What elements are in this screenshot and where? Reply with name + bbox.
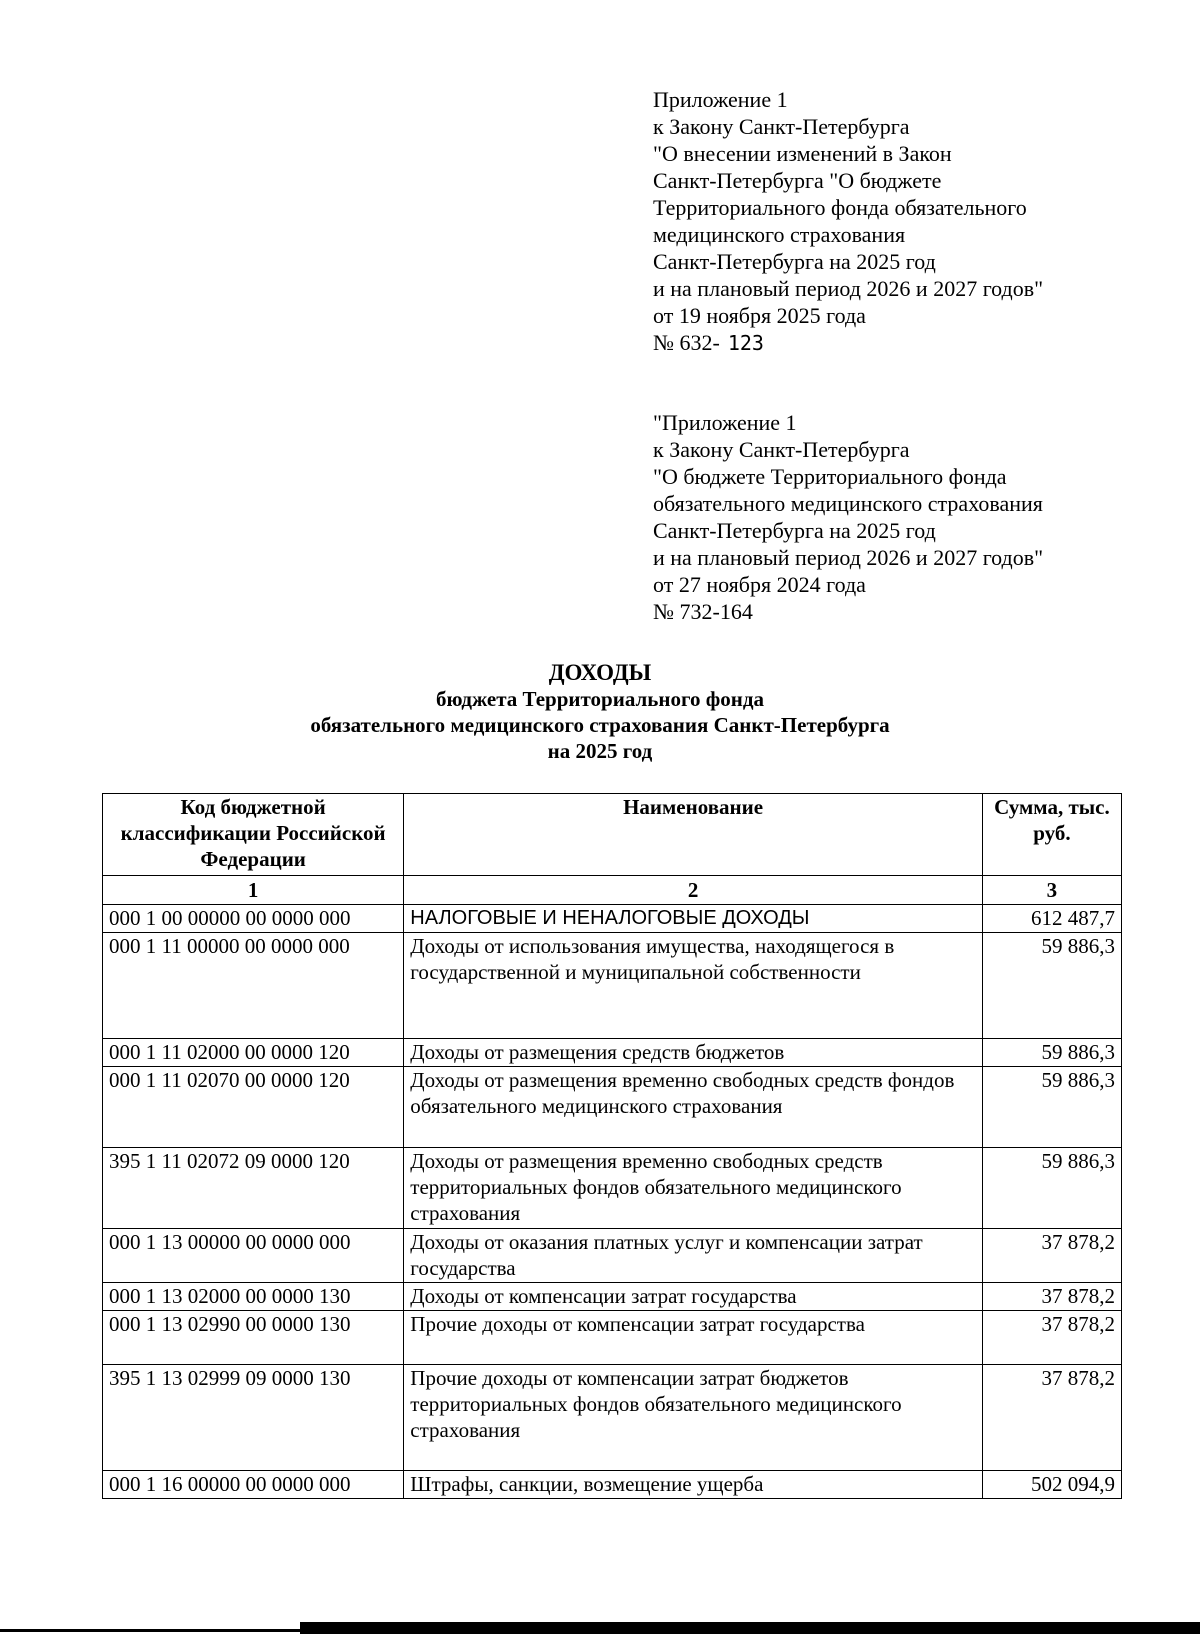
budget-code: 395 1 13 02999 09 0000 130 xyxy=(103,1365,404,1471)
table-row xyxy=(103,1148,1122,1229)
budget-code: 000 1 13 02990 00 0000 130 xyxy=(103,1311,404,1365)
income-name: Доходы от размещения временно свободных средств территориальных фондов обязательного медицинского страхования xyxy=(404,1148,983,1229)
column-number: 2 xyxy=(404,876,983,905)
budget-code: 000 1 11 02070 00 0000 120 xyxy=(103,1067,404,1148)
header-line: Приложение 1 xyxy=(653,87,788,112)
header-line: и на плановый период 2026 и 2027 годов" xyxy=(653,276,1044,301)
table-row xyxy=(103,1471,1122,1499)
title-line: обязательного медицинского страхования Санкт-Петербурга xyxy=(310,713,890,737)
header-line: Санкт-Петербурга на 2025 год xyxy=(653,249,936,274)
budget-code: 000 1 13 02000 00 0000 130 xyxy=(103,1283,404,1311)
column-number: 3 xyxy=(982,876,1121,905)
header-sum: Сумма, тыс. руб. xyxy=(982,794,1121,876)
header-line: "О внесении изменений в Закон xyxy=(653,141,952,166)
table-row xyxy=(103,933,1122,1039)
income-sum: 502 094,9 xyxy=(982,1471,1121,1499)
income-sum: 59 886,3 xyxy=(982,1067,1121,1148)
income-sum: 59 886,3 xyxy=(982,933,1121,1039)
budget-code: 000 1 16 00000 00 0000 000 xyxy=(103,1471,404,1499)
budget-code: 000 1 11 00000 00 0000 000 xyxy=(103,933,404,1039)
document-title xyxy=(0,660,1200,764)
table-row xyxy=(103,1283,1122,1311)
income-name: Доходы от компенсации затрат государства xyxy=(404,1283,983,1311)
income-sum: 37 878,2 xyxy=(982,1229,1121,1283)
income-sum: 612 487,7 xyxy=(982,905,1121,933)
header-line: Территориального фонда обязательного xyxy=(653,195,1027,220)
header-line: и на плановый период 2026 и 2027 годов" xyxy=(653,545,1044,570)
income-name: Доходы от размещения средств бюджетов xyxy=(404,1039,983,1067)
law-number xyxy=(653,329,1043,357)
income-sum: 37 878,2 xyxy=(982,1283,1121,1311)
income-sum: 59 886,3 xyxy=(982,1148,1121,1229)
budget-code: 000 1 00 00000 00 0000 000 xyxy=(103,905,404,933)
income-name: Доходы от размещения временно свободных средств фондов обязательного медицинского страхования xyxy=(404,1067,983,1148)
header-line: к Закону Санкт-Петербурга xyxy=(653,437,910,462)
income-name: Доходы от использования имущества, находящегося в государственной и муниципальной собственности xyxy=(404,933,983,1039)
table-row xyxy=(103,1311,1122,1365)
table-header-row xyxy=(103,794,1122,876)
header-line: к Закону Санкт-Петербурга xyxy=(653,114,910,139)
header-line: "Приложение 1 xyxy=(653,410,797,435)
income-name: Прочие доходы от компенсации затрат бюджетов территориальных фондов обязательного медицинского страхования xyxy=(404,1365,983,1471)
budget-code: 395 1 11 02072 09 0000 120 xyxy=(103,1148,404,1229)
title-main: ДОХОДЫ xyxy=(548,660,652,685)
table-row xyxy=(103,1067,1122,1148)
income-sum: 37 878,2 xyxy=(982,1365,1121,1471)
table-row xyxy=(103,1365,1122,1471)
header-name: Наименование xyxy=(404,794,983,876)
budget-code: 000 1 11 02000 00 0000 120 xyxy=(103,1039,404,1067)
table-row xyxy=(103,1229,1122,1283)
table-row xyxy=(103,905,1122,933)
income-name: Штрафы, санкции, возмещение ущерба xyxy=(404,1471,983,1499)
header-line: "О бюджете Территориального фонда xyxy=(653,464,1007,489)
header-line: Санкт-Петербурга "О бюджете xyxy=(653,168,942,193)
law-number-prefix: № 632- xyxy=(653,330,720,355)
income-name: Доходы от оказания платных услуг и компенсации затрат государства xyxy=(404,1229,983,1283)
header-line: от 27 ноября 2024 года xyxy=(653,572,866,597)
law-number-handwritten: 123 xyxy=(727,331,764,355)
scan-edge-line xyxy=(0,1629,300,1632)
header-line: Санкт-Петербурга на 2025 год xyxy=(653,518,936,543)
header-line: медицинского страхования xyxy=(653,222,906,247)
header-line: обязательного медицинского страхования xyxy=(653,491,1043,516)
budget-code: 000 1 13 00000 00 0000 000 xyxy=(103,1229,404,1283)
scan-edge-bar xyxy=(300,1622,1200,1634)
column-number: 1 xyxy=(103,876,404,905)
header-code: Код бюджетной классификации Российской Федерации xyxy=(103,794,404,876)
column-number-row xyxy=(103,876,1122,905)
amending-law-header xyxy=(653,86,1043,357)
income-name: Прочие доходы от компенсации затрат государства xyxy=(404,1311,983,1365)
income-sum: 37 878,2 xyxy=(982,1311,1121,1365)
header-line: № 732-164 xyxy=(653,599,753,624)
title-line: на 2025 год xyxy=(547,739,653,763)
title-line: бюджета Территориального фонда xyxy=(435,687,765,711)
header-line: от 19 ноября 2025 года xyxy=(653,303,866,328)
original-law-header xyxy=(653,409,1043,625)
income-sum: 59 886,3 xyxy=(982,1039,1121,1067)
income-table xyxy=(102,793,1122,1499)
table-row xyxy=(103,1039,1122,1067)
income-name: НАЛОГОВЫЕ И НЕНАЛОГОВЫЕ ДОХОДЫ xyxy=(404,905,983,933)
